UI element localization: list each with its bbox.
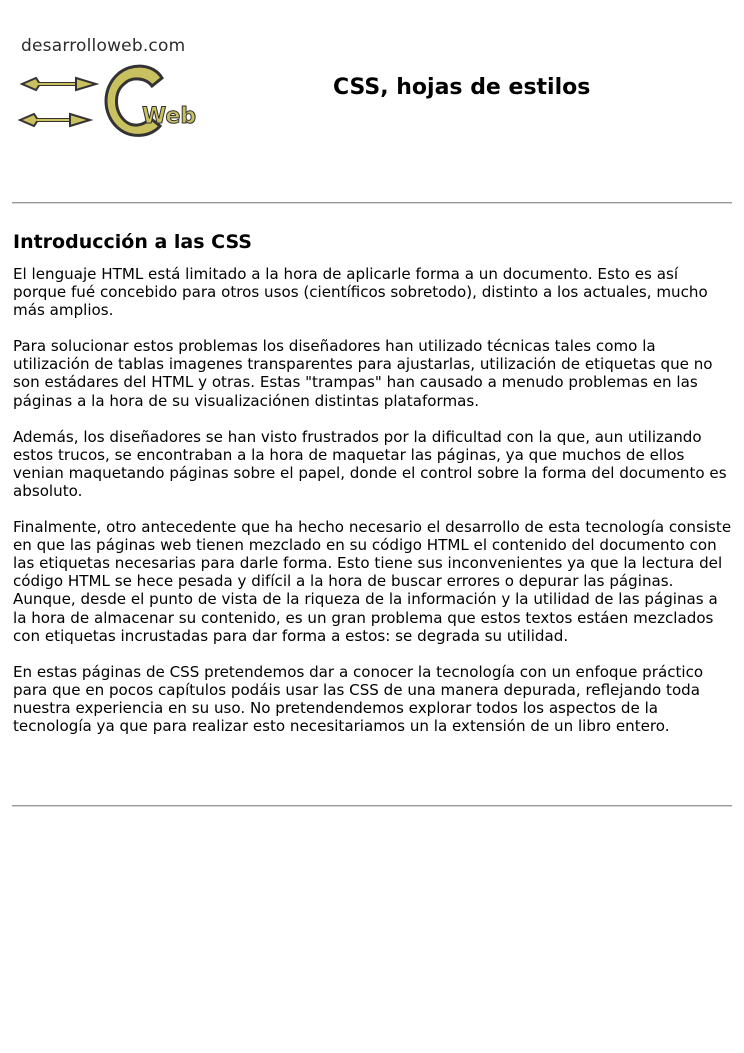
section-title: Introducción a las CSS — [13, 231, 252, 253]
paragraph-5: En estas páginas de CSS pretendemos dar a conocer la tecnología con un enfoque práctico para que en pocos capítulos podáis usar las CSS de una manera depurada, reflejando toda nuestra experiencia en su uso. No pretendendemos explorar todos los aspectos de la tecnología ya que para realizar esto necesitariamos un la extensión de un libro entero. — [13, 662, 704, 735]
paragraph-2: Para solucionar estos problemas los diseñadores han utilizado técnicas tales como la utilización de tablas imagenes transparentes para ajustarlas, utilización de etiquetas que no son estádares del HTML y otras. Estas "trampas" han causado a menudo problemas en las páginas a la hora de su visualizaciónen distintas plataformas. — [13, 337, 713, 410]
paragraph-1: El lenguaje HTML está limitado a la hora de aplicarle forma a un documento. Esto es así porque fué concebido para otros usos (científicos sobretodo), distinto a los actuales, mucho más amplios. — [13, 265, 708, 320]
main-content — [13, 229, 733, 753]
logo-dart-upper — [22, 78, 96, 90]
paragraph-4: Finalmente, otro antecedente que ha hecho necesario el desarrollo de esta tecnología consiste en que las páginas web tienen mezclado en su código HTML el contenido del documento con las etiquetas necesarias para darle forma. Esto tiene sus inconvenientes ya que la lectura del código HTML se hece pesada y difícil a la hora de buscar errores o depurar las páginas. Aunque, desde el punto de vista de la riqueza de la información y la utilidad de las páginas a la hora de almacenar su contenido, es un gran problema que estos textos estáen mezclados con etiquetas incrustadas para dar forma a estos: se degrada su utilidad. — [13, 518, 732, 645]
paragraph-3: Además, los diseñadores se han visto frustrados por la dificultad con la que, aun utilizando estos trucos, se encontraban a la hora de maquetar las páginas, ya que muchos de ellos venian maquetando páginas sobre el papel, donde el control sobre la forma del documento es absoluto. — [13, 427, 727, 500]
page-header — [0, 0, 744, 200]
footer-divider — [12, 805, 732, 807]
logo-web-text: Web — [142, 104, 197, 129]
logo-dart-lower — [20, 114, 90, 126]
logo-wordmark: desarrolloweb.com — [21, 36, 186, 56]
site-logo — [14, 34, 214, 144]
header-divider — [12, 202, 732, 204]
document-title: CSS, hojas de estilos — [333, 75, 591, 100]
